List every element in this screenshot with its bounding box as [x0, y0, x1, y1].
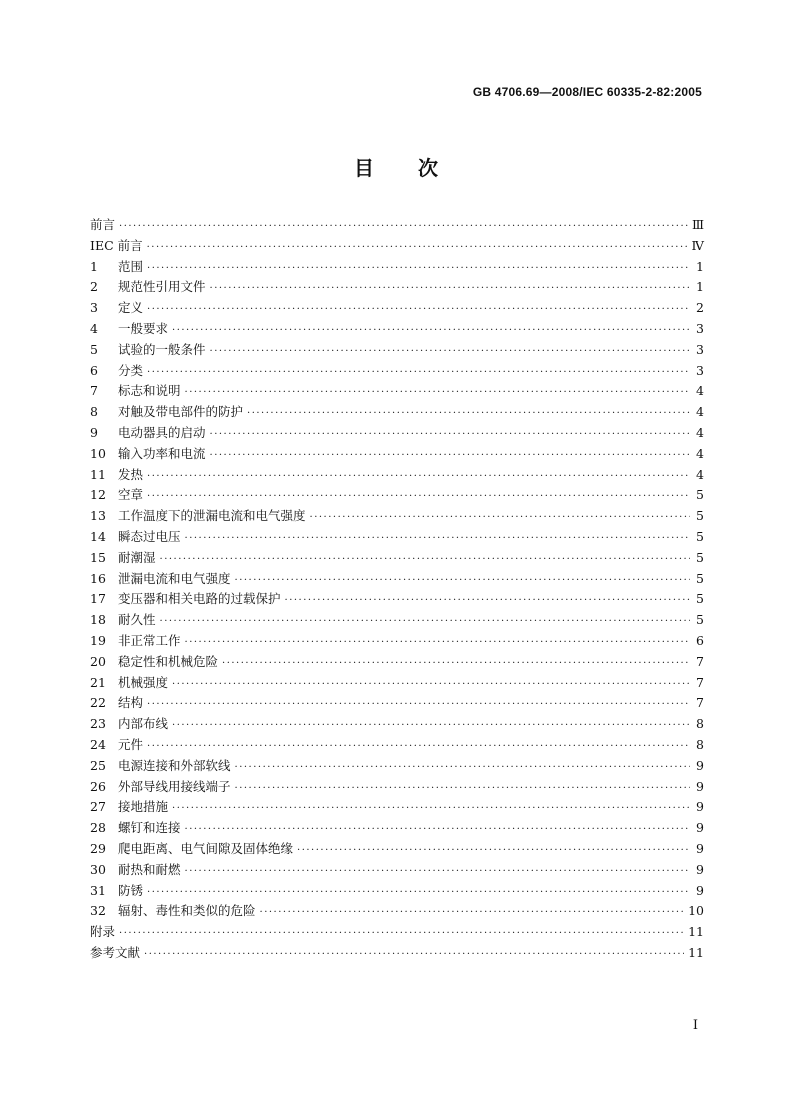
page-title-char: 次 — [418, 156, 438, 180]
toc-entry[interactable] — [90, 257, 704, 278]
page-title-char: 目 — [354, 156, 374, 180]
toc-leader-dots — [185, 862, 690, 883]
toc-entry-page: 1 — [696, 279, 704, 295]
toc-entry-number: 19 — [90, 632, 106, 648]
toc-entry-title: 分类 — [118, 362, 144, 378]
toc-entry[interactable] — [90, 277, 704, 298]
toc-entry-title: 泄漏电流和电气强度 — [118, 570, 231, 586]
toc-entry[interactable] — [90, 818, 704, 839]
toc-entry[interactable] — [90, 881, 704, 902]
toc-entry[interactable] — [90, 506, 704, 527]
toc-leader-dots — [119, 217, 688, 238]
toc-entry-page: 5 — [696, 508, 704, 524]
toc-entry-title: 辐射、毒性和类似的危险 — [118, 903, 256, 919]
toc-entry[interactable] — [90, 236, 704, 257]
toc-entry-title: 耐热和耐燃 — [118, 861, 181, 877]
standard-code: GB 4706.69—2008/IEC 60335-2-82:2005 — [472, 85, 702, 99]
toc-leader-dots — [210, 446, 690, 467]
toc-entry-number: 29 — [90, 840, 106, 856]
toc-entry[interactable] — [90, 298, 704, 319]
toc-entry[interactable] — [90, 589, 704, 610]
toc-entry-page: 9 — [696, 882, 704, 898]
toc-entry-page: 8 — [696, 716, 704, 732]
toc-entry-title: 爬电距离、电气间隙及固体绝缘 — [118, 840, 294, 856]
toc-entry-number: 12 — [90, 487, 106, 503]
toc-entry-page: Ⅲ — [691, 217, 704, 232]
toc-entry-title: 前言 — [90, 217, 116, 232]
toc-entry-number: 24 — [90, 736, 106, 752]
toc-leader-dots — [172, 716, 690, 737]
toc-entry-title: 参考文献 — [90, 944, 141, 960]
toc-entry-number: 18 — [90, 612, 106, 628]
toc-entry-page: 2 — [696, 300, 704, 316]
toc-entry-page: 5 — [696, 487, 704, 503]
toc-entry-title: 范围 — [118, 258, 144, 274]
toc-entry-title: 工作温度下的泄漏电流和电气强度 — [118, 508, 306, 524]
toc-entry-title: 发热 — [118, 466, 144, 482]
toc-entry-title: 防锈 — [118, 882, 144, 898]
page-title — [0, 152, 792, 181]
toc-entry-page: 3 — [696, 320, 704, 336]
toc-leader-dots — [144, 945, 684, 966]
toc-entry-number: 16 — [90, 570, 106, 586]
table-of-contents — [90, 215, 704, 964]
toc-entry[interactable] — [90, 361, 704, 382]
toc-entry[interactable] — [90, 465, 704, 486]
toc-entry[interactable] — [90, 756, 704, 777]
toc-entry-number: 20 — [90, 653, 106, 669]
toc-leader-dots — [172, 321, 690, 342]
toc-entry-title: 机械强度 — [118, 674, 169, 690]
toc-entry[interactable] — [90, 860, 704, 881]
toc-entry-page: 5 — [696, 570, 704, 586]
toc-entry-page: 9 — [696, 840, 704, 856]
toc-entry-title: 螺钉和连接 — [118, 820, 181, 836]
toc-leader-dots — [147, 259, 690, 280]
page-number: I — [692, 1018, 698, 1033]
toc-entry-title: 非正常工作 — [118, 632, 181, 648]
toc-entry[interactable] — [90, 693, 704, 714]
toc-entry-number: 10 — [90, 445, 106, 461]
toc-entry[interactable] — [90, 673, 704, 694]
toc-leader-dots — [210, 279, 690, 300]
toc-entry-title: 接地措施 — [118, 799, 169, 815]
toc-entry-page: 5 — [696, 612, 704, 628]
toc-entry-number: 14 — [90, 528, 106, 544]
toc-entry[interactable] — [90, 381, 704, 402]
toc-entry-title: 输入功率和电流 — [118, 445, 206, 461]
toc-entry-page: 5 — [696, 591, 704, 607]
toc-entry-title: 耐久性 — [118, 612, 156, 628]
toc-entry[interactable] — [90, 340, 704, 361]
toc-entry[interactable] — [90, 423, 704, 444]
toc-entry-number: 15 — [90, 549, 106, 565]
toc-leader-dots — [185, 529, 690, 550]
toc-leader-dots — [297, 841, 690, 862]
toc-entry-number: 7 — [90, 383, 98, 399]
toc-entry-number: 11 — [90, 466, 106, 482]
toc-entry[interactable] — [90, 548, 704, 569]
toc-entry-title: 瞬态过电压 — [118, 528, 181, 544]
toc-leader-dots — [160, 550, 690, 571]
toc-entry[interactable] — [90, 527, 704, 548]
toc-leader-dots — [147, 300, 690, 321]
toc-entry-page: 5 — [696, 528, 704, 544]
toc-entry-page: 3 — [696, 341, 704, 357]
toc-entry-number: 32 — [90, 903, 106, 919]
toc-entry-number: 4 — [90, 320, 98, 336]
toc-leader-dots — [185, 383, 690, 404]
toc-entry-number: 8 — [90, 404, 98, 420]
toc-entry-title: 元件 — [118, 736, 144, 752]
toc-entry[interactable] — [90, 922, 704, 943]
toc-leader-dots — [147, 467, 690, 488]
toc-entry-page: 7 — [696, 653, 704, 669]
toc-leader-dots — [119, 924, 684, 945]
toc-entry-page: 1 — [696, 258, 704, 274]
toc-entry-page: 4 — [696, 424, 704, 440]
toc-entry-number: 1 — [90, 258, 98, 274]
toc-entry-page: 9 — [696, 778, 704, 794]
toc-entry[interactable] — [90, 215, 704, 236]
toc-entry-page: 4 — [696, 404, 704, 420]
toc-leader-dots — [172, 675, 690, 696]
toc-entry[interactable] — [90, 444, 704, 465]
toc-entry-title: 内部布线 — [118, 716, 169, 732]
toc-entry-title: 结构 — [118, 695, 144, 711]
toc-entry[interactable] — [90, 735, 704, 756]
toc-entry[interactable] — [90, 569, 704, 590]
toc-entry-title: 定义 — [118, 300, 144, 316]
toc-entry-page: 6 — [696, 632, 704, 648]
toc-entry-number: 6 — [90, 362, 98, 378]
toc-entry[interactable] — [90, 943, 704, 964]
toc-leader-dots — [147, 487, 690, 508]
toc-leader-dots — [222, 654, 690, 675]
toc-leader-dots — [310, 508, 690, 529]
toc-entry[interactable] — [90, 631, 704, 652]
toc-entry-page: 9 — [696, 757, 704, 773]
toc-entry-title: 电源连接和外部软线 — [118, 757, 231, 773]
toc-entry-page: 4 — [696, 466, 704, 482]
toc-entry-number: 3 — [90, 300, 98, 316]
toc-entry-number: 31 — [90, 882, 106, 898]
toc-leader-dots — [147, 695, 690, 716]
toc-entry-title: 对触及带电部件的防护 — [118, 404, 244, 420]
toc-leader-dots — [235, 758, 690, 779]
toc-entry-page: 11 — [688, 924, 704, 940]
toc-entry-title: 变压器和相关电路的过载保护 — [118, 591, 281, 607]
toc-entry-page: 9 — [696, 799, 704, 815]
toc-entry-page: 10 — [688, 903, 704, 919]
toc-leader-dots — [235, 571, 690, 592]
toc-leader-dots — [185, 820, 690, 841]
toc-leader-dots — [285, 591, 690, 612]
toc-entry-number: 9 — [90, 424, 98, 440]
toc-entry-page: 11 — [688, 944, 704, 960]
toc-entry-number: 23 — [90, 716, 106, 732]
toc-entry[interactable] — [90, 652, 704, 673]
toc-entry-title: 空章 — [118, 487, 144, 503]
toc-entry[interactable] — [90, 610, 704, 631]
toc-entry[interactable] — [90, 714, 704, 735]
toc-entry-page: Ⅳ — [691, 237, 704, 253]
toc-leader-dots — [172, 799, 690, 820]
toc-entry[interactable] — [90, 485, 704, 506]
toc-entry[interactable] — [90, 797, 704, 818]
toc-entry-number: 2 — [90, 279, 98, 295]
toc-entry-page: 8 — [696, 736, 704, 752]
toc-entry-page: 5 — [696, 549, 704, 565]
toc-entry-title: 附录 — [90, 924, 116, 940]
toc-entry-title: 耐潮湿 — [118, 549, 156, 565]
toc-entry-page: 9 — [696, 861, 704, 877]
toc-leader-dots — [247, 404, 690, 425]
toc-entry-number: 22 — [90, 695, 106, 711]
toc-entry-number: 17 — [90, 591, 106, 607]
toc-entry-page: 4 — [696, 383, 704, 399]
toc-entry-number: 25 — [90, 757, 106, 773]
toc-entry[interactable] — [90, 839, 704, 860]
toc-entry-title: 稳定性和机械危险 — [118, 653, 219, 669]
toc-entry-number: 5 — [90, 341, 98, 357]
toc-entry-number: 30 — [90, 861, 106, 877]
toc-entry-page: 7 — [696, 674, 704, 690]
toc-entry-title: 一般要求 — [118, 320, 169, 336]
toc-leader-dots — [147, 363, 690, 384]
toc-leader-dots — [260, 903, 685, 924]
toc-entry-number: 21 — [90, 674, 106, 690]
toc-leader-dots — [210, 342, 690, 363]
toc-entry-title: 标志和说明 — [118, 383, 181, 399]
toc-entry-page: 4 — [696, 445, 704, 461]
toc-entry-number: 26 — [90, 778, 106, 794]
toc-entry-page: 7 — [696, 695, 704, 711]
toc-leader-dots — [147, 883, 690, 904]
toc-entry-page: 3 — [696, 362, 704, 378]
toc-entry-title: 外部导线用接线端子 — [118, 778, 231, 794]
toc-entry-title: 试验的一般条件 — [118, 341, 206, 357]
toc-entry-number: 13 — [90, 508, 106, 524]
toc-entry[interactable] — [90, 777, 704, 798]
toc-leader-dots — [235, 779, 690, 800]
toc-entry-title: 电动器具的启动 — [118, 424, 206, 440]
toc-leader-dots — [147, 238, 688, 259]
toc-entry-number: 27 — [90, 799, 106, 815]
toc-entry-number: 28 — [90, 820, 106, 836]
toc-entry[interactable] — [90, 319, 704, 340]
toc-entry[interactable] — [90, 901, 704, 922]
toc-leader-dots — [210, 425, 690, 446]
toc-entry-page: 9 — [696, 820, 704, 836]
toc-entry[interactable] — [90, 402, 704, 423]
toc-leader-dots — [160, 612, 690, 633]
toc-leader-dots — [147, 737, 690, 758]
toc-entry-title: 规范性引用文件 — [118, 279, 206, 295]
toc-leader-dots — [185, 633, 690, 654]
toc-entry-title: IEC 前言 — [90, 237, 143, 253]
